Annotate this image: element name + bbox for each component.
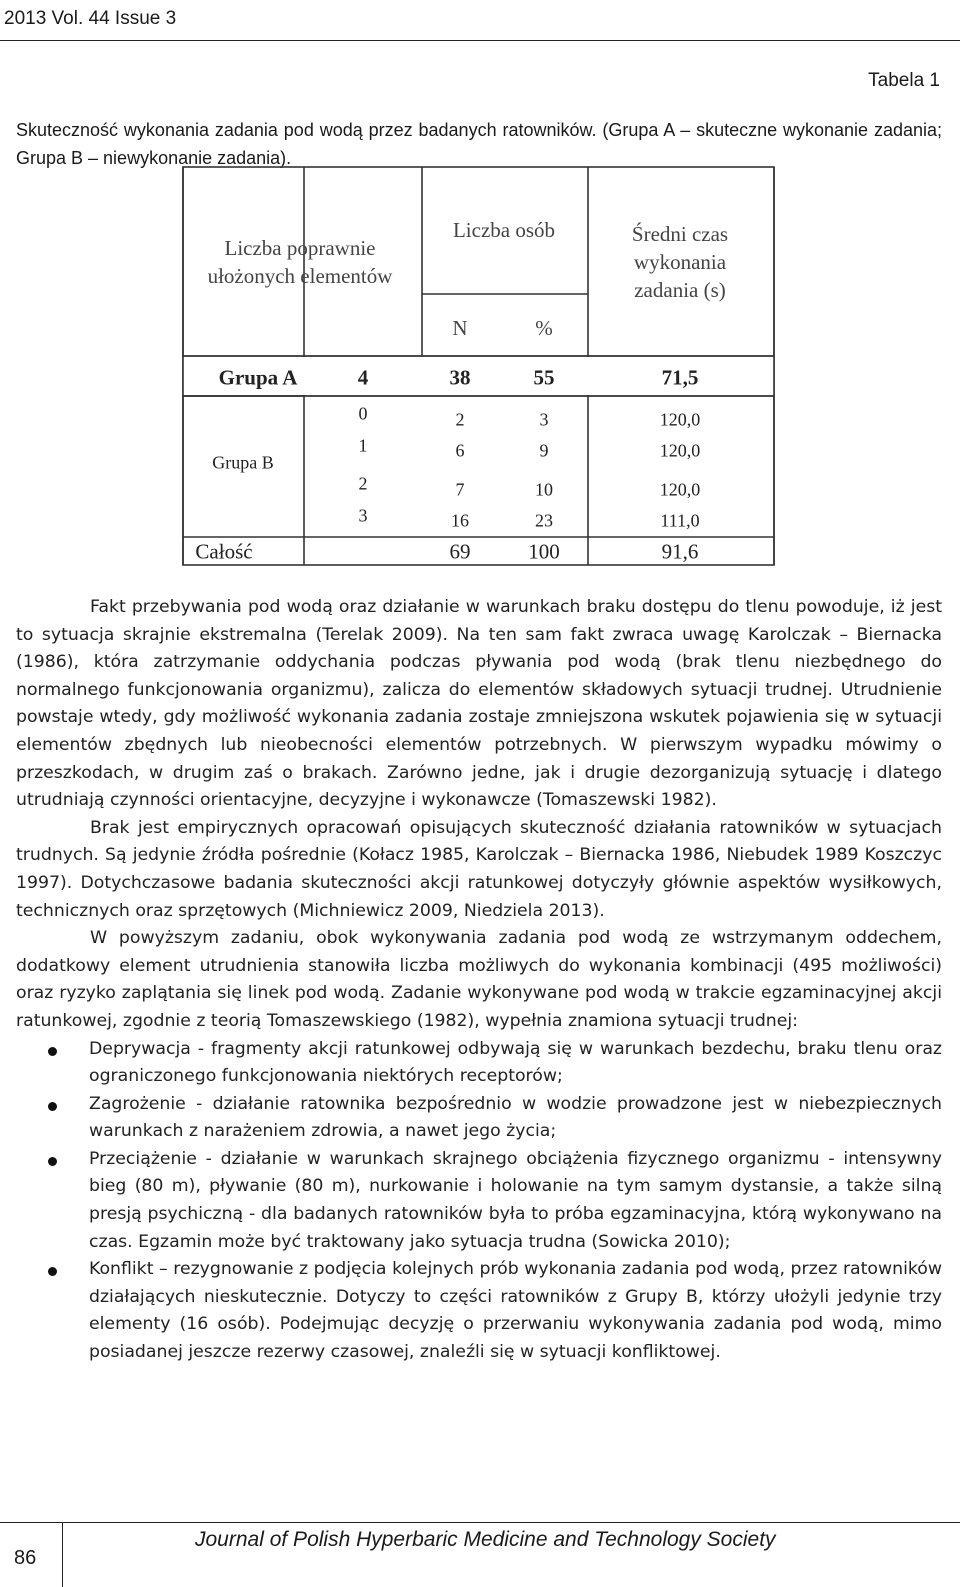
group-b-row-0-time: 120,0 xyxy=(659,409,701,430)
issue-label: 2013 Vol. 44 Issue 3 xyxy=(4,8,177,29)
bullet-icon xyxy=(48,1157,57,1166)
col-header-elements: Liczba poprawnie ułożonych elementów xyxy=(207,236,393,288)
group-a-n: 38 xyxy=(449,365,471,390)
group-b-row-0-elements: 0 xyxy=(358,403,368,424)
bullet-icon xyxy=(48,1047,57,1056)
paragraph: W powyższym zadaniu, obok wykonywania zadania pod wodą ze wstrzymanym oddechem, dodatkowy element utrudnienia stanowiła liczba możliwych do wykonania kombinacji (495 możliwości) oraz ryzyko zaplątania się linek pod wodą. Zadanie wykonywane pod wodą w trakcie egzaminacyjnej akcji ratunkowej, zgodnie z teorią Tomaszewskiego (1982), wypełnia znamiona sytuacji trudnej: xyxy=(16,928,942,1031)
table-caption: Skuteczność wykonania zadania pod wodą przez badanych ratowników. (Grupa A – skuteczne wykonanie zadania; Grupa B – niewykonanie zadania). xyxy=(16,120,942,168)
bullet-icon xyxy=(48,1102,57,1111)
col-header-n: N xyxy=(452,316,468,340)
page-header xyxy=(0,0,960,41)
group-b-row-2-elements: 2 xyxy=(358,473,368,494)
group-b-label: Grupa B xyxy=(212,452,274,473)
group-b-row-3-time: 111,0 xyxy=(660,510,700,531)
list-item: Deprywacja - fragmenty akcji ratunkowej odbywają się w warunkach bezdechu, braku tlenu oraz ograniczonego funkcjonowania niektórych receptorów; xyxy=(16,1036,942,1091)
group-a-pct: 55 xyxy=(533,365,555,390)
group-b-row-1-pct: 9 xyxy=(539,440,549,461)
group-a-time: 71,5 xyxy=(661,365,699,390)
col-header-count: Liczba osób xyxy=(452,218,556,242)
group-b-row-1-elements: 1 xyxy=(358,435,368,456)
group-a-label: Grupa A xyxy=(218,365,298,390)
group-b-row-2-time: 120,0 xyxy=(659,479,701,500)
group-b-row-3-elements: 3 xyxy=(358,505,368,526)
paragraph: Fakt przebywania pod wodą oraz działanie w warunkach braku dostępu do tlenu powoduje, iż jest to sytuacja skrajnie ekstremalna (Terelak 2009). Na ten sam fakt zwraca uwagę Karolczak – Biernacka (1986), która zatrzymanie oddychania podczas pływania pod wodą (brak tlenu niezbędnego do normalnego funkcjonowania organizmu), zalicza do elementów składowych sytuacji trudnej. Utrudnienie powstaje wtedy, gdy możliwość wykonania zadania zostaje zmniejszona wskutek pojawienia się w sytuacji elementów zbędnych lub nieobecności elementów potrzebnych. W pierwszym wypadku mówimy o przeszkodach, w drugim zaś o brakach. Zarówno jedne, jak i drugie dezorganizują sytuację i dlatego utrudniają czynności orientacyjne, decyzyjne i wykonawcze (Tomaszewski 1982). xyxy=(16,597,942,811)
group-b-row-0-pct: 3 xyxy=(539,409,549,430)
group-b-row-2-n: 7 xyxy=(455,479,465,500)
results-table xyxy=(182,166,775,566)
group-b-row-3-n: 16 xyxy=(451,510,469,531)
bullet-icon xyxy=(48,1267,57,1276)
total-time: 91,6 xyxy=(661,539,699,564)
group-b-row-2-pct: 10 xyxy=(535,479,553,500)
journal-name: Journal of Polish Hyperbaric Medicine and Technology Society xyxy=(195,1528,776,1551)
article-body xyxy=(16,594,942,1367)
total-pct: 100 xyxy=(528,539,560,564)
col-header-time: Średni czas wykonania zadania (s) xyxy=(631,222,729,302)
difficulty-list xyxy=(16,1036,942,1367)
group-b-row-1-n: 6 xyxy=(455,440,465,461)
list-item: Zagrożenie - działanie ratownika bezpośrednio w wodzie prowadzone jest w niebezpiecznych warunkach z narażeniem zdrowia, a nawet jego życia; xyxy=(16,1091,942,1146)
group-b-row-3-pct: 23 xyxy=(535,510,553,531)
paragraph: Brak jest empirycznych opracowań opisujących skuteczność działania ratowników w sytuacjach trudnych. Są jedynie źródła pośrednie (Kołacz 1985, Karolczak – Biernacka 1986, Niebudek 1989 Koszczyc 1997). Dotychczasowe badania skuteczności akcji ratunkowej dotyczyły głównie aspektów wysiłkowych, technicznych oraz sprzętowych (Michniewicz 2009, Niedziela 2013). xyxy=(16,817,942,921)
total-label: Całość xyxy=(195,539,253,564)
group-b-row-0-n: 2 xyxy=(455,409,465,430)
page-number: 86 xyxy=(14,1547,37,1569)
total-n: 69 xyxy=(449,539,471,564)
list-item: Przeciążenie - działanie w warunkach skrajnego obciążenia fizycznego organizmu - intensywny bieg (80 m), pływanie (80 m), nurkowanie i holowanie na tym samym dystansie, a także silną presją psychiczną - dla badanych ratowników była to próba egzaminacyjna, którą wykonywano na czas. Egzamin może być traktowany jako sytuacja trudna (Sowicka 2010); xyxy=(16,1146,942,1256)
table-number: Tabela 1 xyxy=(868,70,940,91)
group-a-elements: 4 xyxy=(357,365,369,390)
list-item: Konflikt – rezygnowanie z podjęcia kolejnych prób wykonania zadania pod wodą, przez ratowników działających nieskutecznie. Dotyczy to części ratowników z Grupy B, którzy ułożyli jedynie trzy elementy (16 osób). Podejmując decyzję o przerwaniu wykonywania zadania pod wodą, mimo posiadanej jeszcze rezerwy czasowej, znaleźli się w sytuacji konfliktowej. xyxy=(16,1256,942,1366)
footer-rule xyxy=(0,1522,960,1523)
footer-divider xyxy=(62,1522,63,1587)
group-b-row-1-time: 120,0 xyxy=(659,440,701,461)
col-header-pct: % xyxy=(535,316,553,340)
